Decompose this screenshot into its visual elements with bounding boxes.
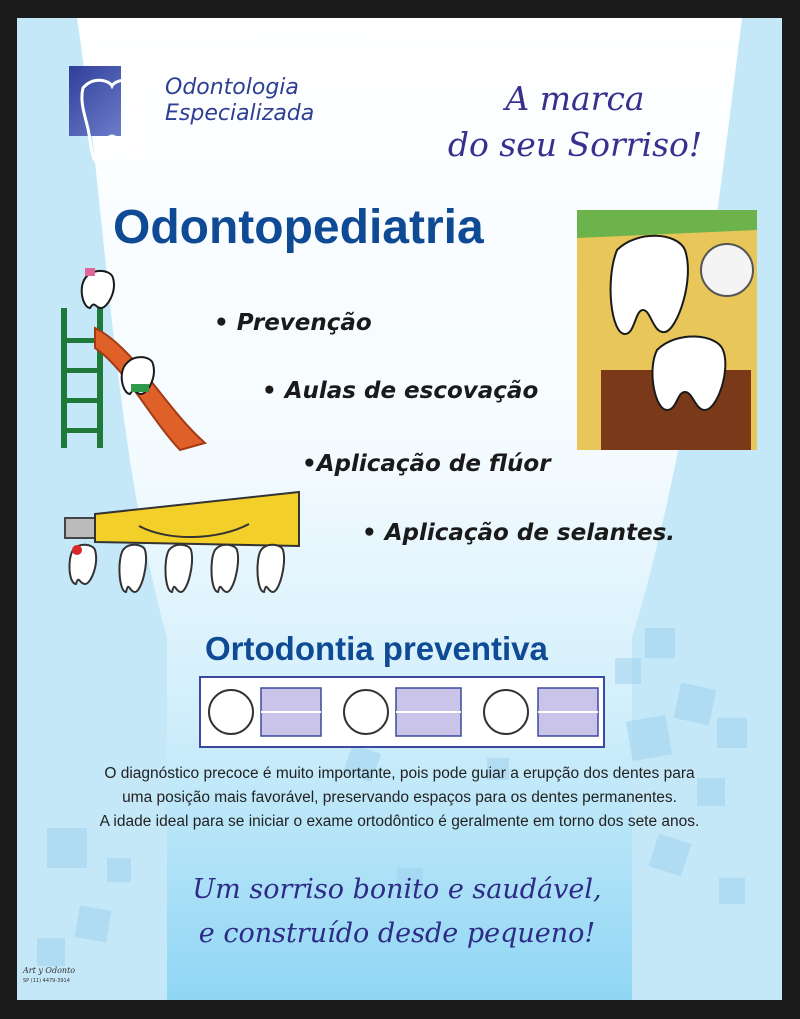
bullet-aulas-escovacao: • Aulas de escovação bbox=[262, 378, 539, 404]
bullet-aplicacao-fluor: •Aplicação de flúor bbox=[302, 451, 551, 477]
bullet-aplicacao-selantes: • Aplicação de selantes. bbox=[362, 520, 676, 546]
paragraph-line: O diagnóstico precoce é muito importante, pois pode guiar a erupção dos dentes para bbox=[104, 765, 695, 782]
paragraph-line: uma posição mais favorável, preservando espaços para os dentes permanentes. bbox=[122, 789, 677, 806]
closing-slogan bbox=[137, 868, 657, 956]
logo-line2: Especializada bbox=[165, 101, 315, 126]
credit-phone: SP (11) 4479-3914 bbox=[23, 978, 70, 984]
section-title-ortodontia: Ortodontia preventiva bbox=[205, 630, 548, 667]
credit-name: Art y Odonto bbox=[23, 966, 76, 975]
slide-illustration bbox=[55, 268, 207, 453]
closing-line1: Um sorriso bonito e saudável, bbox=[192, 874, 602, 905]
slogan-line2: do seu Sorriso! bbox=[447, 125, 703, 164]
decor-square bbox=[626, 715, 672, 761]
decor-square bbox=[674, 683, 717, 726]
decor-square bbox=[719, 878, 745, 904]
slogan bbox=[425, 76, 725, 168]
slogan-line1: A marca bbox=[505, 79, 645, 118]
decor-square bbox=[645, 628, 675, 658]
decor-square bbox=[717, 718, 747, 748]
dentist-tooth-illustration bbox=[577, 210, 757, 450]
ortodontia-paragraph bbox=[47, 762, 752, 834]
orthodontic-profile-strip bbox=[199, 676, 605, 748]
decor-square bbox=[74, 905, 111, 942]
decor-square bbox=[615, 658, 641, 684]
poster bbox=[17, 18, 782, 1000]
paragraph-line: A idade ideal para se iniciar o exame ortodôntico é geralmente em torno dos sete anos. bbox=[99, 813, 700, 830]
decor-square bbox=[47, 828, 87, 868]
decor-square bbox=[107, 858, 131, 882]
closing-line2: e construído desde pequeno! bbox=[198, 918, 596, 949]
logo-line1: Odontologia bbox=[165, 75, 299, 100]
section-title-odontopediatria: Odontopediatria bbox=[113, 201, 484, 254]
toothpaste-teeth-illustration bbox=[59, 488, 309, 608]
decor-square bbox=[37, 938, 65, 966]
designer-credit bbox=[23, 966, 83, 986]
bullet-prevencao: • Prevenção bbox=[214, 310, 372, 336]
logo-text bbox=[165, 75, 314, 127]
tooth-logo-icon bbox=[79, 74, 145, 166]
